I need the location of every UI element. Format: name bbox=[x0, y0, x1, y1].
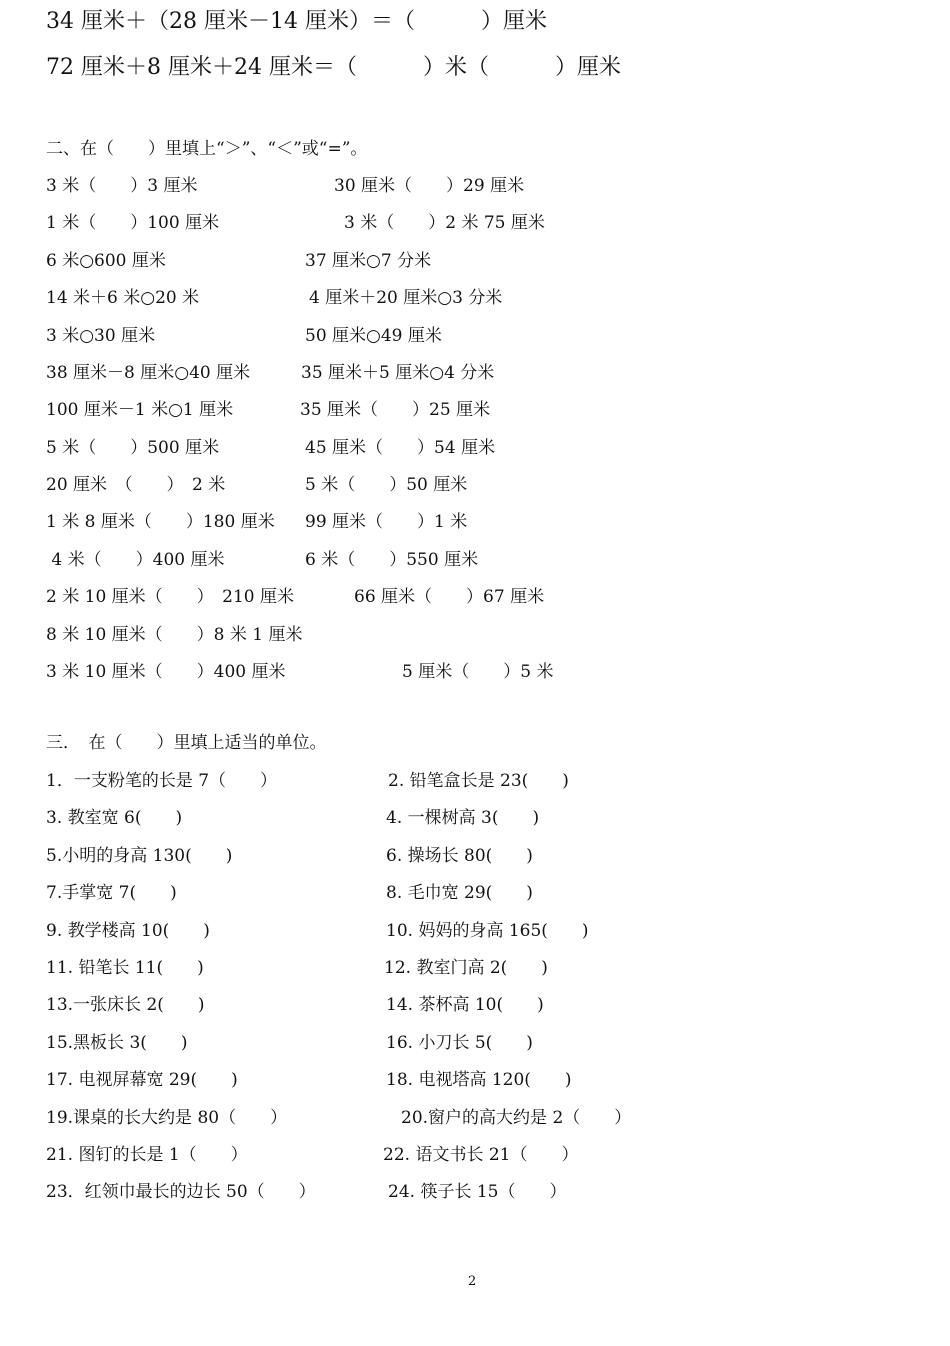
unit-item: 15.黑板长 3( ) bbox=[46, 1033, 188, 1053]
compare-item: 100 厘米－1 米○1 厘米 bbox=[46, 400, 234, 420]
compare-item: 35 厘米（ ）25 厘米 bbox=[300, 400, 491, 420]
unit-item: 16. 小刀长 5( ) bbox=[386, 1033, 533, 1053]
page-number: 2 bbox=[468, 1274, 477, 1289]
unit-item: 2. 铅笔盒长是 23( ) bbox=[388, 771, 569, 791]
unit-item: 5.小明的身高 130( ) bbox=[46, 846, 233, 866]
unit-item: 17. 电视屏幕宽 29( ) bbox=[46, 1070, 238, 1090]
compare-item: 2 米 10 厘米（ ） 210 厘米 bbox=[46, 587, 295, 607]
unit-item: 1．一支粉笔的长是 7（ ） bbox=[46, 771, 278, 791]
section-2-heading: 二、在（ ）里填上“＞”、“＜”或“=”。 bbox=[46, 139, 368, 159]
compare-item: 1 米 8 厘米（ ）180 厘米 bbox=[46, 512, 275, 532]
unit-item: 22. 语文书长 21（ ） bbox=[383, 1145, 579, 1165]
unit-item: 3. 教室宽 6( ) bbox=[46, 808, 183, 828]
compare-item: 3 米（ ）3 厘米 bbox=[46, 176, 198, 196]
unit-item: 14. 茶杯高 10( ) bbox=[386, 995, 544, 1015]
compare-item: 50 厘米○49 厘米 bbox=[305, 326, 442, 346]
compare-item: 38 厘米－8 厘米○40 厘米 bbox=[46, 363, 251, 383]
compare-item: 45 厘米（ ）54 厘米 bbox=[305, 438, 496, 458]
unit-item: 10. 妈妈的身高 165( ) bbox=[386, 921, 589, 941]
unit-item: 9. 教学楼高 10( ) bbox=[46, 921, 210, 941]
compare-item: 3 米 10 厘米（ ）400 厘米 bbox=[46, 662, 286, 682]
unit-item: 4. 一棵树高 3( ) bbox=[386, 808, 540, 828]
unit-item: 21. 图钉的长是 1（ ） bbox=[46, 1145, 248, 1165]
equation-line-1: 34 厘米＋（28 厘米－14 厘米）＝（ ）厘米 bbox=[46, 9, 547, 34]
compare-item: 5 米（ ）500 厘米 bbox=[46, 438, 220, 458]
unit-item: 7.手掌宽 7( ) bbox=[46, 883, 177, 903]
compare-item: 37 厘米○7 分米 bbox=[305, 251, 432, 271]
compare-item: 5 厘米（ ）5 米 bbox=[402, 662, 554, 682]
unit-item: 19.课桌的长大约是 80（ ） bbox=[46, 1108, 288, 1128]
compare-item: 20 厘米 （ ） 2 米 bbox=[46, 475, 226, 495]
compare-item: 1 米（ ）100 厘米 bbox=[46, 213, 220, 233]
compare-item: 30 厘米（ ）29 厘米 bbox=[334, 176, 525, 196]
unit-item: 23．红领巾最长的边长 50（ ） bbox=[46, 1182, 316, 1202]
compare-item: 14 米＋6 米○20 米 bbox=[46, 288, 200, 308]
compare-item: 35 厘米＋5 厘米○4 分米 bbox=[301, 363, 495, 383]
compare-item: 4 米（ ）400 厘米 bbox=[46, 550, 225, 570]
unit-item: 12. 教室门高 2( ) bbox=[384, 958, 548, 978]
unit-item: 24. 筷子长 15（ ） bbox=[388, 1182, 567, 1202]
equation-line-2: 72 厘米＋8 厘米＋24 厘米＝（ ）米（ ）厘米 bbox=[46, 55, 621, 80]
unit-item: 13.一张床长 2( ) bbox=[46, 995, 205, 1015]
unit-item: 18. 电视塔高 120( ) bbox=[386, 1070, 572, 1090]
unit-item: 6. 操场长 80( ) bbox=[386, 846, 533, 866]
compare-item: 3 米（ ）2 米 75 厘米 bbox=[344, 213, 545, 233]
compare-item: 99 厘米（ ）1 米 bbox=[305, 512, 468, 532]
compare-item: 4 厘米＋20 厘米○3 分米 bbox=[309, 288, 503, 308]
compare-item: 6 米（ ）550 厘米 bbox=[305, 550, 479, 570]
unit-item: 8. 毛巾宽 29( ) bbox=[386, 883, 533, 903]
compare-item: 5 米（ ）50 厘米 bbox=[305, 475, 468, 495]
compare-item: 3 米○30 厘米 bbox=[46, 326, 156, 346]
unit-item: 11. 铅笔长 11( ) bbox=[46, 958, 204, 978]
compare-item: 8 米 10 厘米（ ）8 米 1 厘米 bbox=[46, 625, 303, 645]
unit-item: 20.窗户的高大约是 2（ ） bbox=[401, 1108, 632, 1128]
compare-item: 66 厘米（ ）67 厘米 bbox=[354, 587, 545, 607]
compare-item: 6 米○600 厘米 bbox=[46, 251, 166, 271]
section-3-heading: 三． 在（ ）里填上适当的单位。 bbox=[46, 733, 327, 753]
